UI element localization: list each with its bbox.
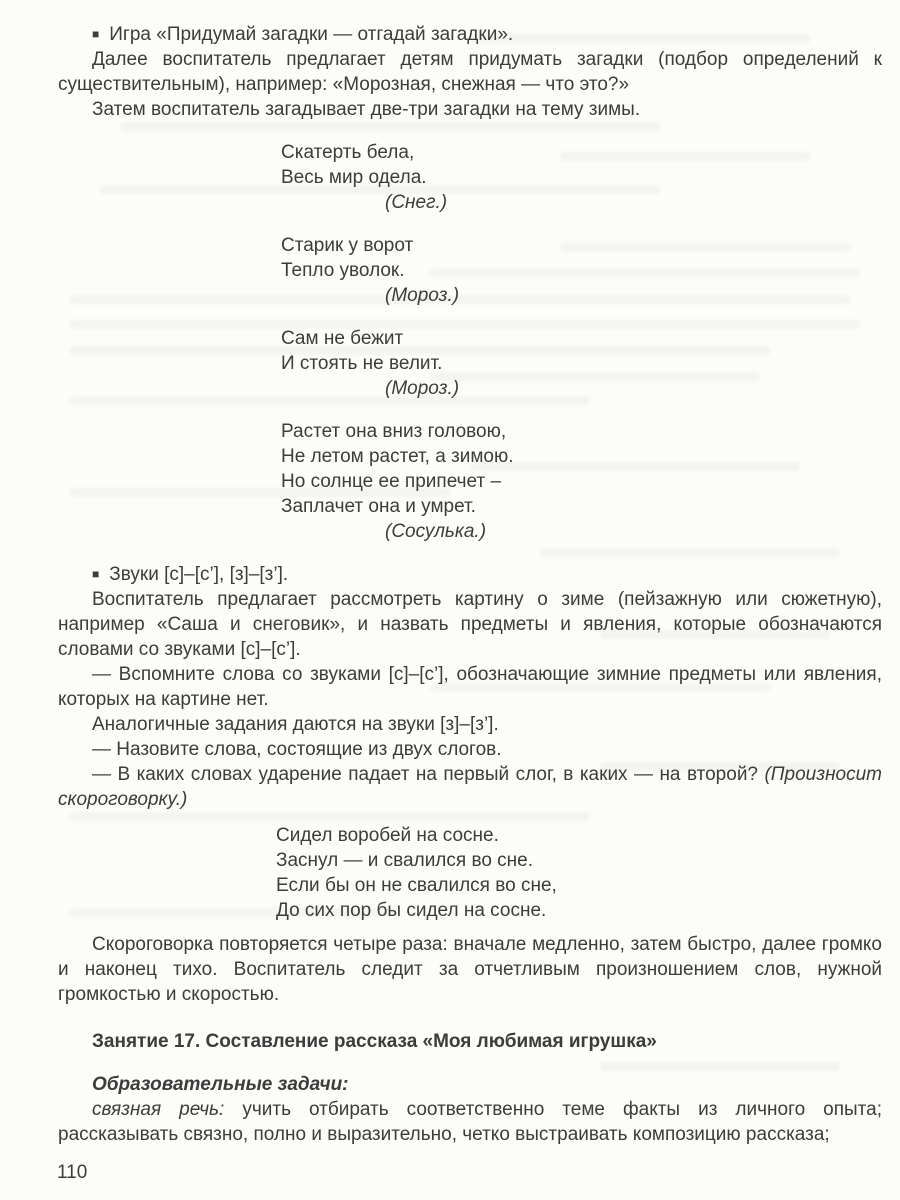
riddle-block-icicle: [281, 419, 882, 544]
riddle-line: Старик у ворот: [281, 235, 414, 256]
paragraph-sounds-picture: Воспитатель предлагает рассмотреть картину о зиме (пейзажную или сюжетную), например «Саша и снеговик», и назвать предметы и явления, которые обозначаются словами со звуками [с]–[с’].: [58, 589, 882, 660]
paragraph-sounds-recall: — Вспомните слова со звуками [с]–[с’], обозначающие зимние предметы или явления, которых на картине нет.: [58, 664, 882, 710]
riddle-line: Но солнце ее припечет –: [281, 471, 502, 492]
task-lead-label: связная речь:: [92, 1099, 225, 1120]
paragraph-sounds-stress: [58, 762, 882, 812]
tongue-twister-line: До сих пор бы сидел на сосне.: [276, 900, 547, 921]
game-section-heading-text: Игра «Придумай загадки — отгадай загадки».: [109, 24, 514, 45]
sounds-section-heading-text: Звуки [с]–[с’], [з]–[з’].: [109, 564, 289, 585]
riddle-line: Сам не бежит: [281, 328, 404, 349]
sounds-section-heading: [58, 562, 882, 587]
riddle-block-frost-1: [281, 233, 882, 308]
riddle-line: Тепло уволок.: [281, 260, 405, 281]
riddle-block-frost-2: [281, 326, 882, 401]
lesson-17-heading: Занятие 17. Составление рассказа «Моя любимая игрушка»: [92, 1031, 657, 1052]
riddle-line: И стоять не велит.: [281, 353, 443, 374]
task-body-text: учить отбирать соответственно теме факты из личного опыта; рассказывать связно, полно и выразительно, четко выстраивать композицию рассказа;: [58, 1099, 883, 1145]
paragraph-game-intro: Далее воспитатель предлагает детям придумать загадки (подбор определений к существительным), например: «Морозная, снежная — что это?»: [58, 49, 882, 95]
paragraph-task-coherent-speech: [58, 1097, 882, 1147]
page-number: 110: [57, 1162, 88, 1183]
paragraph-sounds-analogous: Аналогичные задания даются на звуки [з]–[з’].: [92, 714, 499, 735]
stress-question-text: — В каких словах ударение падает на первый слог, в каких — на второй?: [92, 764, 758, 785]
riddle-block-snow: [281, 140, 882, 215]
riddle-answer: (Мороз.): [385, 285, 460, 306]
tongue-twister-line: Сидел воробей на сосне.: [276, 825, 499, 846]
educational-tasks-heading: Образовательные задачи:: [92, 1074, 349, 1095]
riddle-line: Скатерть бела,: [281, 142, 415, 163]
square-bullet-icon: ■: [92, 27, 100, 41]
riddle-line: Не летом растет, а зимою.: [281, 446, 514, 467]
riddle-line: Весь мир одела.: [281, 167, 427, 188]
riddle-answer: (Снег.): [385, 192, 448, 213]
game-section-heading: [58, 22, 882, 47]
square-bullet-icon: ■: [92, 567, 100, 581]
tongue-twister-line: Заснул — и свалился во сне.: [276, 850, 534, 871]
riddle-line: Растет она вниз головою,: [281, 421, 507, 442]
paragraph-sounds-syllables: — Назовите слова, состоящие из двух слогов.: [92, 739, 502, 760]
paragraph-game-riddles: Затем воспитатель загадывает две-три загадки на тему зимы.: [92, 99, 641, 120]
stress-stage-direction: (Произносит скороговорку.): [58, 764, 882, 810]
riddle-line: Заплачет она и умрет.: [281, 496, 476, 517]
riddle-answer: (Сосулька.): [385, 521, 487, 542]
tongue-twister-line: Если бы он не свалился во сне,: [276, 875, 557, 896]
paragraph-twister-instructions: Скороговорка повторяется четыре раза: вначале медленно, затем быстро, далее громко и наконец тихо. Воспитатель следит за отчетливым произношением слов, нужной громкостью и скоростью.: [58, 934, 882, 1005]
riddle-answer: (Мороз.): [385, 378, 460, 399]
tongue-twister-block: [276, 823, 882, 923]
